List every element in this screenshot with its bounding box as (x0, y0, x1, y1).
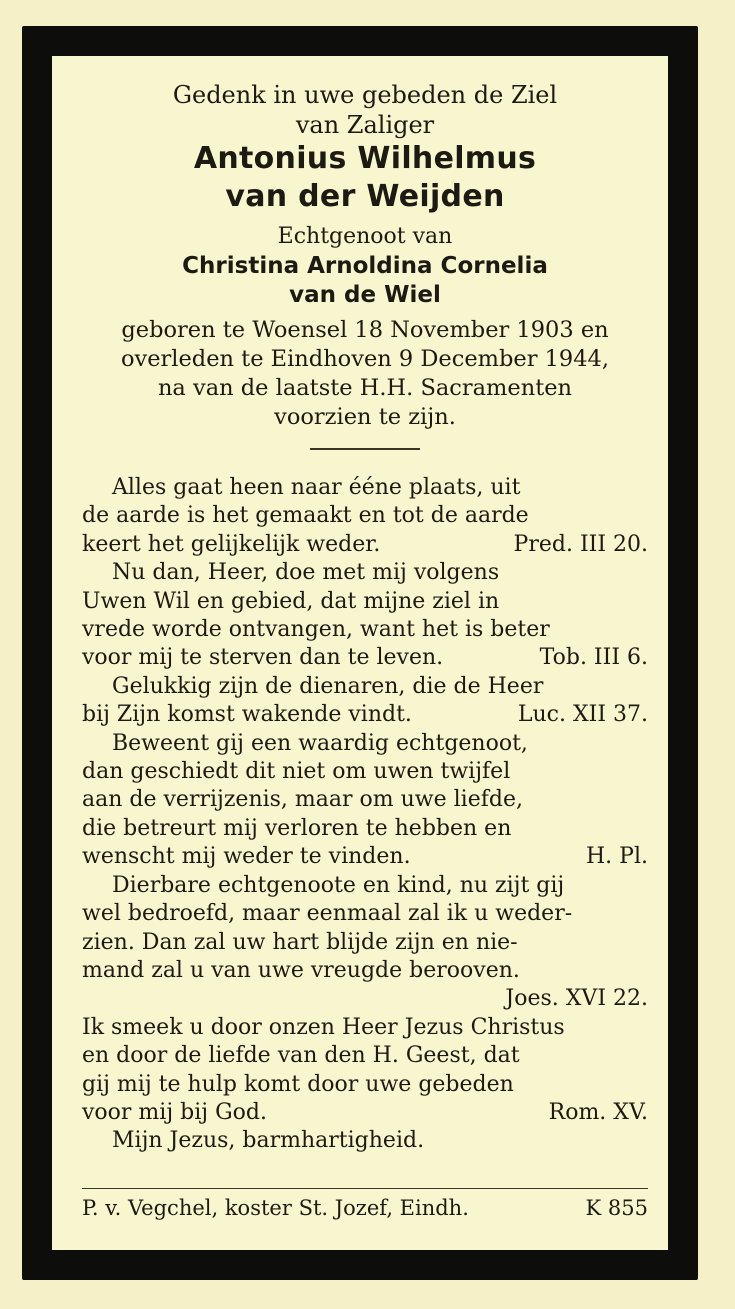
verse-reference: Tob. III 6. (539, 645, 648, 671)
scripture-verses (82, 474, 648, 1156)
spouse-name-line-1: Christina Arnoldina Cornelia (182, 253, 548, 279)
verse-line: Dierbare echtgenoote en kind, nu zijt gij (112, 872, 565, 898)
verse-line (82, 985, 648, 1013)
deceased-name-line-1: Antonius Wilhelmus (193, 141, 537, 176)
footer (82, 1194, 648, 1222)
verse-reference: Rom. XV. (548, 1099, 648, 1125)
verse-line: Nu dan, Heer, doe met mij volgens (112, 560, 500, 586)
verse-line: voor mij te sterven dan te leven. Tob. III 6. (82, 644, 648, 672)
divider (310, 448, 420, 450)
verse-line: die betreurt mij verloren te hebben en (82, 815, 512, 841)
verse-line: vrede worde ontvangen, want het is beter (82, 617, 550, 643)
verse-line: en door de liefde van den H. Geest, dat (82, 1043, 520, 1069)
verse-line: gij mij te hulp komt door uwe gebeden (82, 1071, 514, 1097)
deceased-name-line-2: van der Weijden (225, 179, 505, 214)
verse-line: aan de verrijzenis, maar om uwe liefde, (82, 787, 523, 813)
verse-reference: Joes. XVI 22. (505, 986, 648, 1012)
dates-line-3: na van de laatste H.H. Sacramenten (157, 375, 573, 401)
spouse-name (82, 252, 648, 310)
dates-line-2: overleden te Eindhoven 9 December 1944, (120, 346, 610, 372)
dates-line-4: voorzien te zijn. (274, 404, 456, 430)
verse-line: wel bedroefd, maar eenmaal zal ik u weder- (82, 901, 573, 927)
verse-reference: Pred. III 20. (513, 531, 648, 557)
card-code: K 855 (585, 1196, 648, 1220)
verse-line: Beweent gij een waardig echtgenoot, (112, 730, 528, 756)
footer-divider (82, 1188, 648, 1189)
verse-line: keert het gelijkelijk weder. Pred. III 20. (82, 531, 648, 559)
verse-line: Alles gaat heen naar ééne plaats, uit (112, 475, 521, 500)
spouse-label: Echtgenoot van (277, 224, 453, 249)
verse-line: Uwen Wil en gebied, dat mijne ziel in (82, 588, 500, 614)
verse-line: Gelukkig zijn de dienaren, die de Heer (112, 673, 544, 699)
spouse-name-line-2: van de Wiel (289, 282, 441, 308)
verse-line: zien. Dan zal uw hart blijde zijn en nie- (82, 929, 518, 955)
intro-line-1: Gedenk in uwe gebeden de Ziel (172, 81, 558, 109)
intro-line-2: van Zaliger (295, 111, 435, 139)
verse-line: Ik smeek u door onzen Heer Jezus Christus (82, 1014, 565, 1040)
closing-prayer: Mijn Jezus, barmhartigheid. (112, 1128, 425, 1154)
verse-line: voor mij bij God. Rom. XV. (82, 1099, 648, 1127)
card-content (82, 80, 648, 1156)
intro-text (82, 80, 648, 140)
verse-line: dan geschiedt dit niet om uwen twijfel (82, 759, 511, 785)
printer-credit: P. v. Vegchel, koster St. Jozef, Eindh. (82, 1196, 469, 1220)
deceased-name (82, 140, 648, 216)
verse-reference: H. Pl. (585, 844, 648, 870)
verse-reference: Luc. XII 37. (517, 702, 648, 728)
verse-line: mand zal u van uwe vreugde berooven. (82, 957, 520, 983)
verse-line: de aarde is het gemaakt en tot de aarde (82, 503, 529, 529)
verse-line: wenscht mij weder te vinden. H. Pl. (82, 843, 648, 871)
verse-line: bij Zijn komst wakende vindt. Luc. XII 37. (82, 701, 648, 729)
life-dates (82, 316, 648, 432)
dates-line-1: geboren te Woensel 18 November 1903 en (121, 317, 609, 343)
